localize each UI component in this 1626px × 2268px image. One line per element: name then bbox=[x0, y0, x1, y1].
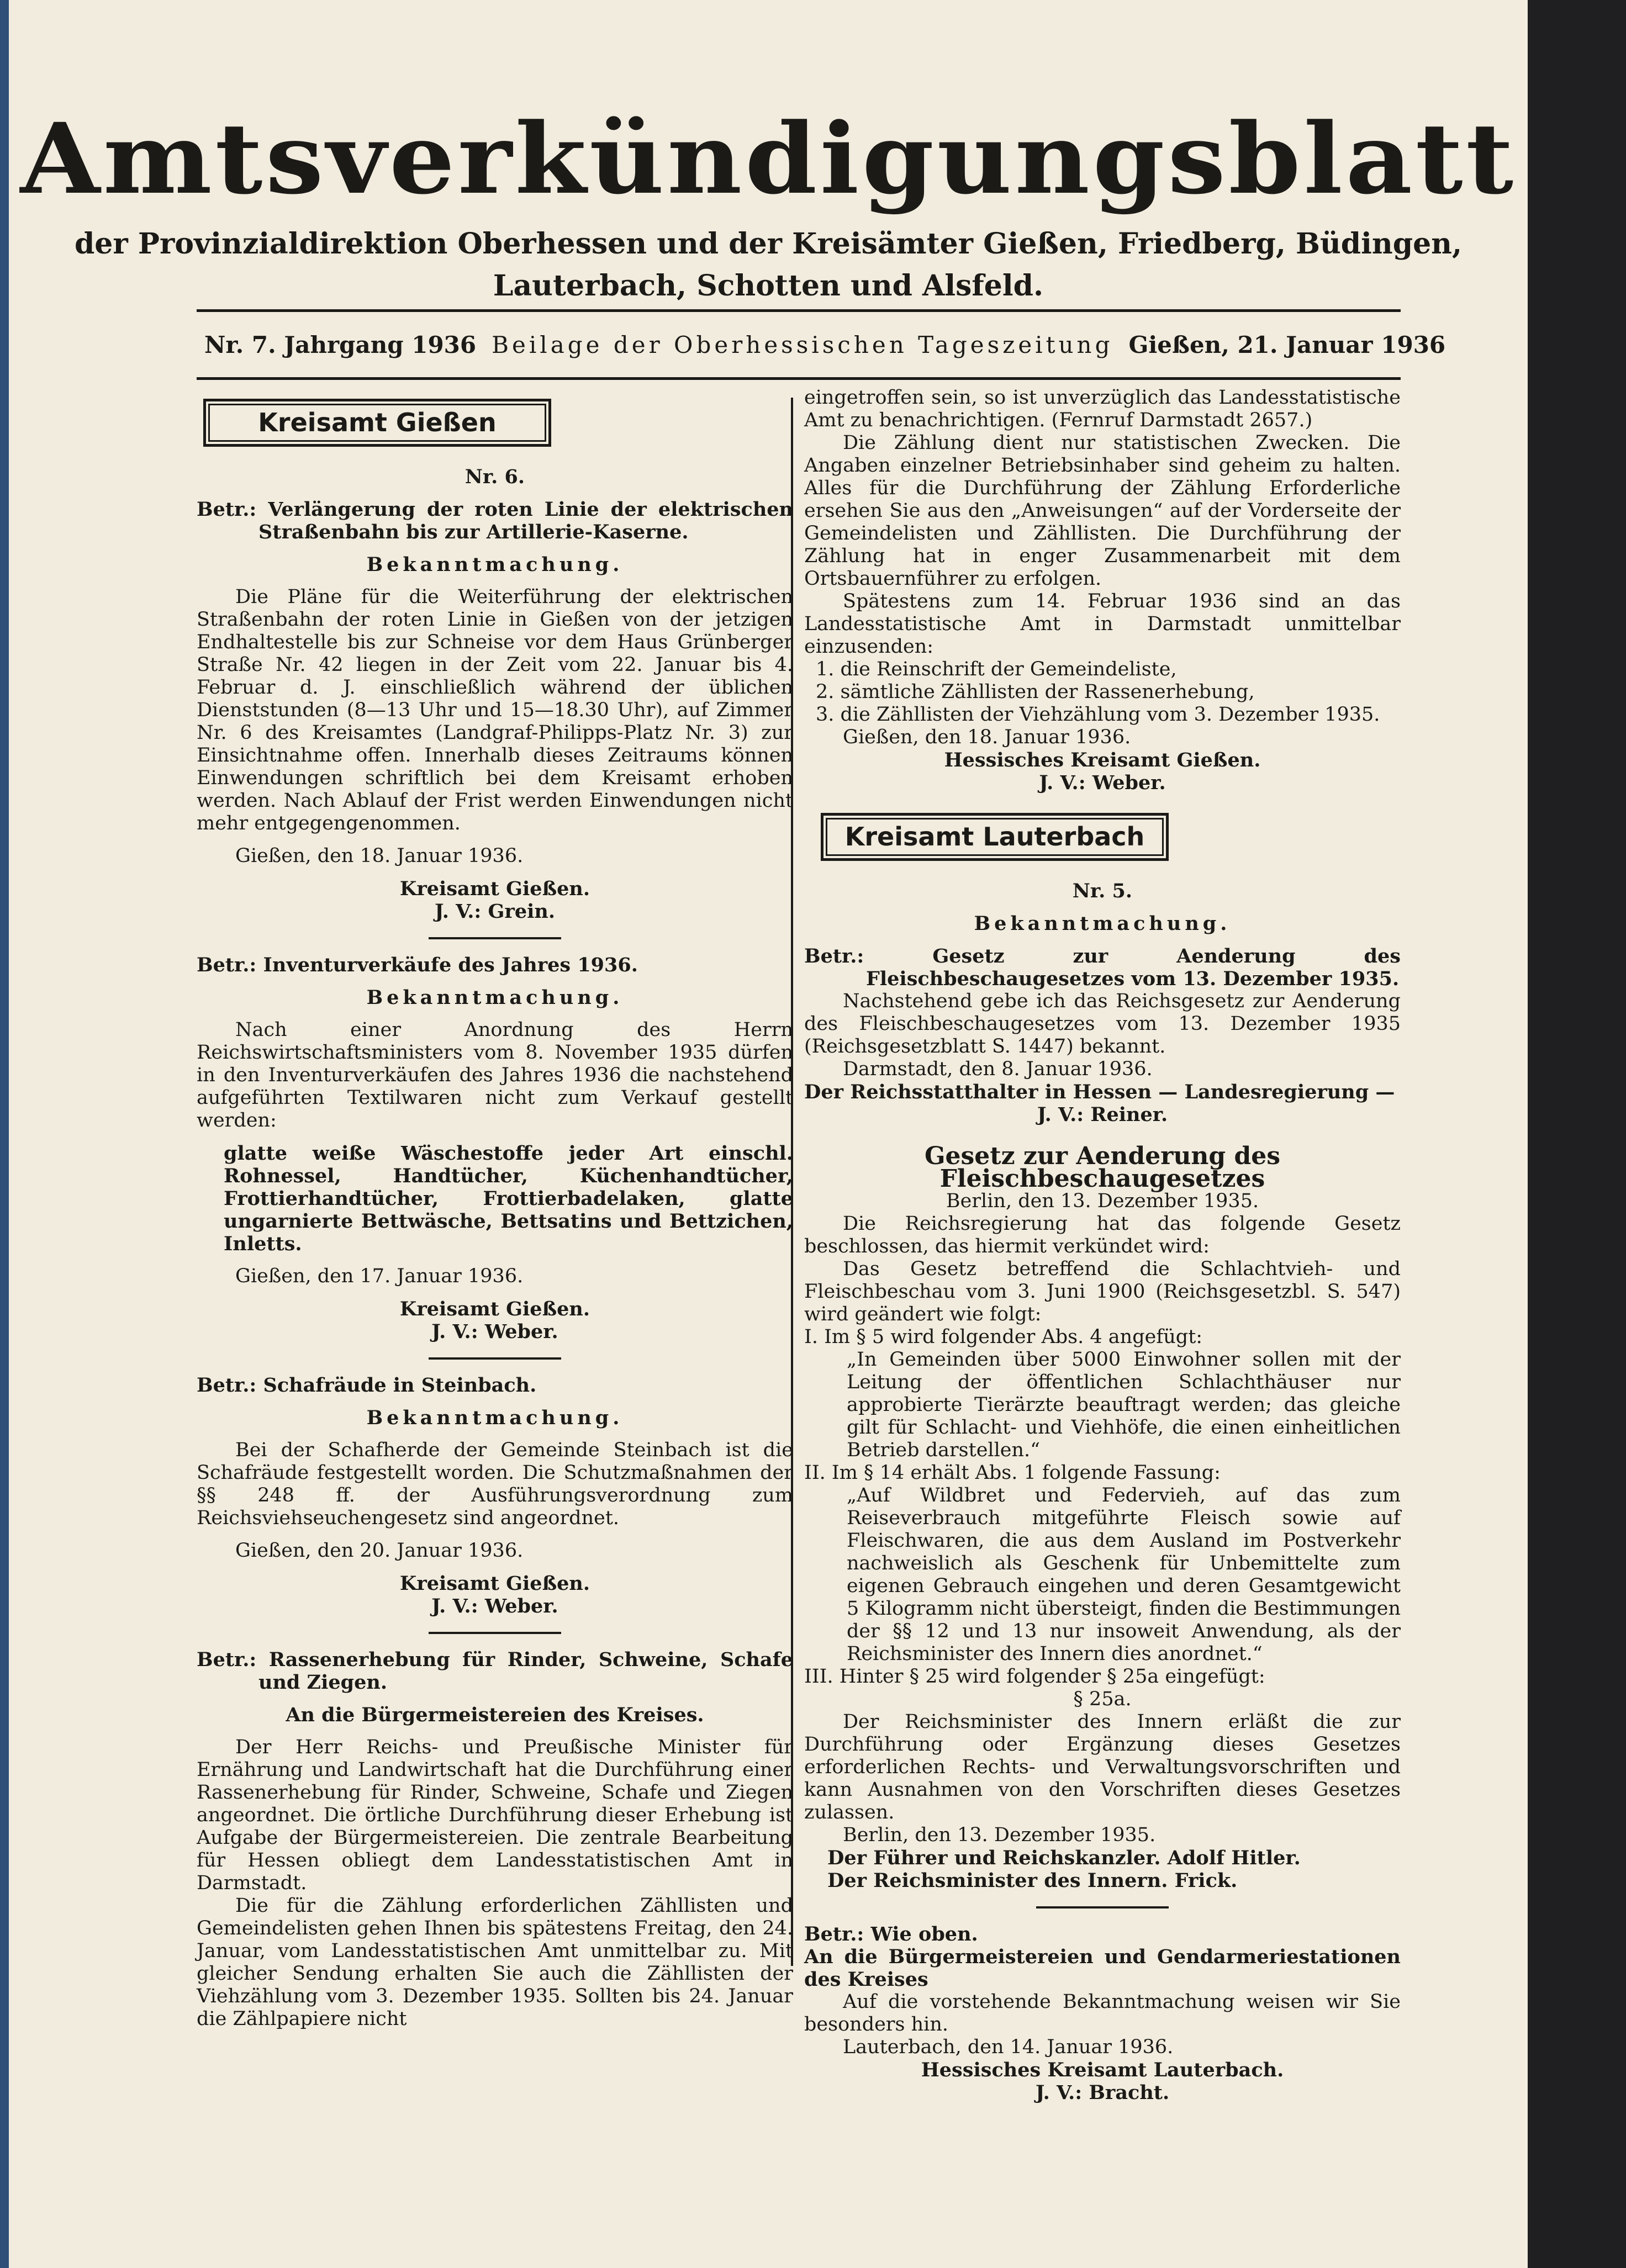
law-date-place: Berlin, den 13. Dezember 1935. bbox=[843, 1824, 1156, 1846]
notice-subject bbox=[197, 954, 793, 976]
notice-signer: J. V.: Reiner. bbox=[1037, 1103, 1168, 1126]
notice-signer: J. V.: Bracht. bbox=[1035, 2081, 1170, 2104]
notice-schafraeude bbox=[197, 1374, 793, 1617]
notice-signer: J. V.: Weber. bbox=[431, 1320, 558, 1343]
list-item: 2. sämtliche Zähllisten der Rassenerhebung, bbox=[816, 681, 1255, 703]
betr-label: Betr.: bbox=[197, 1648, 257, 1671]
notice-signer: J. V.: Weber. bbox=[1039, 771, 1166, 794]
notice-subject bbox=[197, 1374, 793, 1397]
notice-subject bbox=[804, 1923, 1401, 1945]
separator-rule bbox=[429, 1357, 561, 1360]
supplement-note: Beilage der Oberhessischen Tageszeitung bbox=[492, 331, 1113, 358]
betr-text: Inventurverkäufe des Jahres 1936. bbox=[263, 954, 638, 976]
notice-type: Bekanntmachung. bbox=[366, 553, 624, 576]
section-heading-giessen: Kreisamt Gießen bbox=[203, 399, 551, 447]
law-quote: „In Gemeinden über 5000 Einwohner sollen mit der Leitung der öffentlichen Schlachthäuser nur approbierte Tierärzte beauftragt werden; das gleiche gilt für Schlacht- und Viehhöfe, die einen einheitlichen Betrieb darstellen.“ bbox=[847, 1349, 1401, 1461]
notice-type: Bekanntmachung. bbox=[366, 986, 624, 1009]
list-item: 1. die Reinschrift der Gemeindeliste, bbox=[816, 658, 1177, 680]
notice-body: Die Zählung dient nur statistischen Zwecken. Die Angaben einzelner Betriebsinhaber sind geheim zu halten. Alles für die Durchführung der Zählung Erforderliche ersehen Sie aus den „Anweisungen“ auf der Vorderseite der Gemeindelisten und Zähllisten. Die Durchführung der Zählung hat in enger Zusammenarbeit mit dem Ortsbauernführer zu erfolgen. bbox=[804, 432, 1401, 590]
notice-body: Auf die vorstehende Bekanntmachung weisen wir Sie besonders hin. bbox=[804, 1991, 1401, 2036]
notice-date: Gießen, den 18. Januar 1936. bbox=[843, 726, 1131, 748]
issue-info-bar bbox=[197, 309, 1446, 380]
notice-body: Die für die Zählung erforderlichen Zähllisten und Gemeindelisten gehen Ihnen bis spätestens Freitag, den 24. Januar, vom Landesstatistischen Amt unmittelbar zu. Mit gleicher Sendung erhalten Sie auch die Zähllisten der Viehzählung vom 3. Dezember 1935. Sollten bis 24. Januar die Zählpapiere nicht bbox=[197, 1895, 793, 2030]
masthead-subtitle-line2: Lauterbach, Schotten und Alsfeld. bbox=[493, 269, 1044, 303]
law-text bbox=[804, 1142, 1401, 1892]
notice-body: Spätestens zum 14. Februar 1936 sind an das Landesstatistische Amt in Darmstadt unmittelbar einzusenden: bbox=[804, 590, 1401, 658]
right-column bbox=[804, 387, 1401, 2104]
law-signature: Der Reichsminister des Innern. Frick. bbox=[827, 1869, 1238, 1892]
law-quote: Der Reichsminister des Innern erläßt die zur Durchführung oder Ergänzung dieses Gesetzes erforderlichen Rechts- und Verwaltungsvorschriften und kann Ausnahmen von den Vorschriften dieses Gesetzes zulassen. bbox=[804, 1711, 1401, 1823]
notice-subject bbox=[197, 498, 793, 543]
notice-signer: J. V.: Weber. bbox=[431, 1595, 558, 1617]
law-body: Das Gesetz betreffend die Schlachtvieh- und Fleischbeschau vom 3. Juni 1900 (Reichsgesetzbl. S. 547) wird geändert wie folgt: bbox=[804, 1258, 1401, 1325]
masthead bbox=[9, 102, 1528, 307]
notice-body: Bei der Schafherde der Gemeinde Steinbach ist die Schafräude festgestellt worden. Die Schutzmaßnahmen der §§ 248 ff. der Ausführungsverordnung zum Reichsviehseuchengesetz sind angeordnet. bbox=[197, 1439, 793, 1529]
separator-rule bbox=[429, 937, 561, 939]
notice-signer: J. V.: Grein. bbox=[434, 900, 556, 923]
notice-date: Gießen, den 20. Januar 1936. bbox=[235, 1540, 524, 1562]
notice-body: Nach einer Anordnung des Herrn Reichswirtschaftsministers vom 8. November 1935 dürfen in den Inventurverkäufen des Jahres 1936 die nachstehend aufgeführten Textilwaren nicht zum Verkauf gestellt werden: bbox=[197, 1019, 793, 1132]
notice-office: Kreisamt Gießen. bbox=[399, 1572, 590, 1595]
notice-date: Lauterbach, den 14. Januar 1936. bbox=[843, 2036, 1174, 2058]
notice-office: Der Reichsstatthalter in Hessen — Landesregierung — bbox=[804, 1081, 1395, 1103]
law-date: Berlin, den 13. Dezember 1935. bbox=[946, 1190, 1259, 1212]
betr-label: Betr.: bbox=[197, 1374, 257, 1397]
notice-office: Kreisamt Gießen. bbox=[399, 877, 590, 900]
betr-text: Gesetz zur Aenderung des Fleischbeschaugesetzes vom 13. Dezember 1935. bbox=[866, 945, 1401, 990]
notice-date: Gießen, den 18. Januar 1936. bbox=[235, 845, 524, 867]
notice-type: Bekanntmachung. bbox=[366, 1407, 624, 1429]
law-item: I. Im § 5 wird folgender Abs. 4 angefügt: bbox=[804, 1326, 1203, 1348]
notice-number: Nr. 6. bbox=[464, 466, 525, 488]
betr-text: Wie oben. bbox=[870, 1923, 978, 1945]
notice-date: Gießen, den 17. Januar 1936. bbox=[235, 1265, 524, 1287]
betr-label: Betr.: bbox=[197, 954, 257, 976]
betr-label: Betr.: bbox=[804, 945, 864, 968]
notice-office: Hessisches Kreisamt Gießen. bbox=[944, 749, 1261, 771]
notice-body: Der Herr Reichs- und Preußische Minister für Ernährung und Landwirtschaft hat die Durchführung einer Rassenerhebung für Rinder, Schweine, Schafe und Ziegen angeordnet. Die örtliche Durchführung dieser Erhebung ist Aufgabe der Bürgermeistereien. Die zentrale Bearbeitung für Hessen obliegt dem Landesstatistischen Amt in Darmstadt. bbox=[197, 1736, 793, 1894]
betr-text: Verlängerung der roten Linie der elektrischen Straßenbahn bis zur Artillerie-Kaserne. bbox=[258, 498, 794, 543]
notice-strassenbahn bbox=[197, 466, 793, 923]
separator-rule bbox=[429, 1632, 561, 1634]
notice-type: Bekanntmachung. bbox=[974, 912, 1231, 935]
law-item: II. Im § 14 erhält Abs. 1 folgende Fassung: bbox=[804, 1462, 1221, 1484]
section-heading-lauterbach: Kreisamt Lauterbach bbox=[821, 813, 1169, 861]
notice-body: Nachstehend gebe ich das Reichsgesetz zur Aenderung des Fleischbeschaugesetzes vom 13. Dezember 1935 (Reichsgesetzblatt S. 1447) bekannt. bbox=[804, 990, 1401, 1058]
betr-label: Betr.: bbox=[197, 498, 257, 521]
law-body: Die Reichsregierung hat das folgende Gesetz beschlossen, das hiermit verkündet wird: bbox=[804, 1213, 1401, 1257]
law-item: III. Hinter § 25 wird folgender § 25a eingefügt: bbox=[804, 1666, 1265, 1688]
notice-office: Kreisamt Gießen. bbox=[399, 1298, 590, 1320]
law-quote: „Auf Wildbret und Federvieh, auf das zum Reiseverbrauch mitgeführte Fleisch sowie auf Fleischwaren, die aus dem Ausland im Postverkehr nachweislich als Geschenk für Unbemittelte zum eigenen Gebrauch eingehen und deren Gesamtgewicht 5 Kilogramm nicht übersteigt, finden die Bestimmungen der §§ 12 und 13 nur insoweit Anwendung, als der Reichsminister des Innern dies anordnet.“ bbox=[847, 1484, 1401, 1665]
notice-fleischbeschau bbox=[804, 880, 1401, 1126]
issue-number: Nr. 7. Jahrgang 1936 bbox=[204, 331, 477, 358]
masthead-title: Amtsverkündigungsblatt bbox=[20, 102, 1517, 216]
textile-list: glatte weiße Wäschestoffe jeder Art einschl. Rohnessel, Handtücher, Küchenhandtücher, Frottierhandtücher, Frottierbadelaken, glatte ungarnierte Bettwäsche, Bettsatins und Bettzichen, Inletts. bbox=[224, 1142, 793, 1255]
list-item: 3. die Zähllisten der Viehzählung vom 3. Dezember 1935. bbox=[816, 704, 1380, 726]
betr-label: Betr.: bbox=[804, 1923, 864, 1945]
law-title: Gesetz zur Aenderung des Fleischbeschaugesetzes bbox=[924, 1142, 1281, 1193]
law-signature: Der Führer und Reichskanzler. Adolf Hitler. bbox=[827, 1847, 1301, 1869]
notice-subject bbox=[804, 945, 1401, 990]
masthead-subtitle bbox=[9, 223, 1528, 307]
notice-rassenerhebung-continued bbox=[804, 387, 1401, 794]
notice-subject bbox=[197, 1648, 793, 1694]
betr-text: Schafräude in Steinbach. bbox=[263, 1374, 537, 1397]
masthead-subtitle-line1: der Provinzialdirektion Oberhessen und der Kreisämter Gießen, Friedberg, Büdingen, bbox=[74, 227, 1463, 261]
left-column bbox=[197, 387, 793, 2031]
notice-inventurverkaeufe bbox=[197, 954, 793, 1343]
notice-body: eingetroffen sein, so ist unverzüglich das Landesstatistische Amt zu benachrichtigen. (Fernruf Darmstadt 2657.) bbox=[804, 387, 1401, 431]
notice-addressee: An die Bürgermeistereien des Kreises. bbox=[286, 1704, 704, 1726]
notice-date: Darmstadt, den 8. Januar 1936. bbox=[843, 1058, 1153, 1080]
newspaper-page bbox=[9, 0, 1528, 2268]
notice-number: Nr. 5. bbox=[1072, 880, 1133, 902]
notice-office: Hessisches Kreisamt Lauterbach. bbox=[921, 2059, 1284, 2081]
notice-body: Die Pläne für die Weiterführung der elektrischen Straßenbahn der roten Linie in Gießen von der jetzigen Endhaltestelle bis zur Schneise vor dem Haus Grünberger Straße Nr. 42 liegen in der Zeit vom 22. Januar bis 4. Februar d. J. einschließlich während der üblichen Dienststunden (8—13 Uhr und 15—18.30 Uhr), auf Zimmer Nr. 6 des Kreisamtes (Landgraf-Philipps-Platz Nr. 3) zur Einsichtnahme offen. Innerhalb dieses Zeitraums können Einwendungen schriftlich bei dem Kreisamt erhoben werden. Nach Ablauf der Frist werden Einwendungen nicht mehr entgegengenommen. bbox=[197, 586, 793, 834]
notice-addressee: An die Bürgermeistereien und Gendarmeriestationen des Kreises bbox=[804, 1945, 1401, 1991]
law-paragraph-number: § 25a. bbox=[1073, 1688, 1132, 1710]
submission-list bbox=[804, 658, 1401, 726]
notice-wie-oben bbox=[804, 1923, 1401, 2104]
issue-dateline: Gießen, 21. Januar 1936 bbox=[1128, 331, 1446, 358]
betr-text: Rassenerhebung für Rinder, Schweine, Schafe und Ziegen. bbox=[258, 1648, 794, 1694]
separator-rule bbox=[1036, 1906, 1169, 1908]
notice-rassenerhebung bbox=[197, 1648, 793, 2031]
book-binding bbox=[0, 0, 9, 2268]
